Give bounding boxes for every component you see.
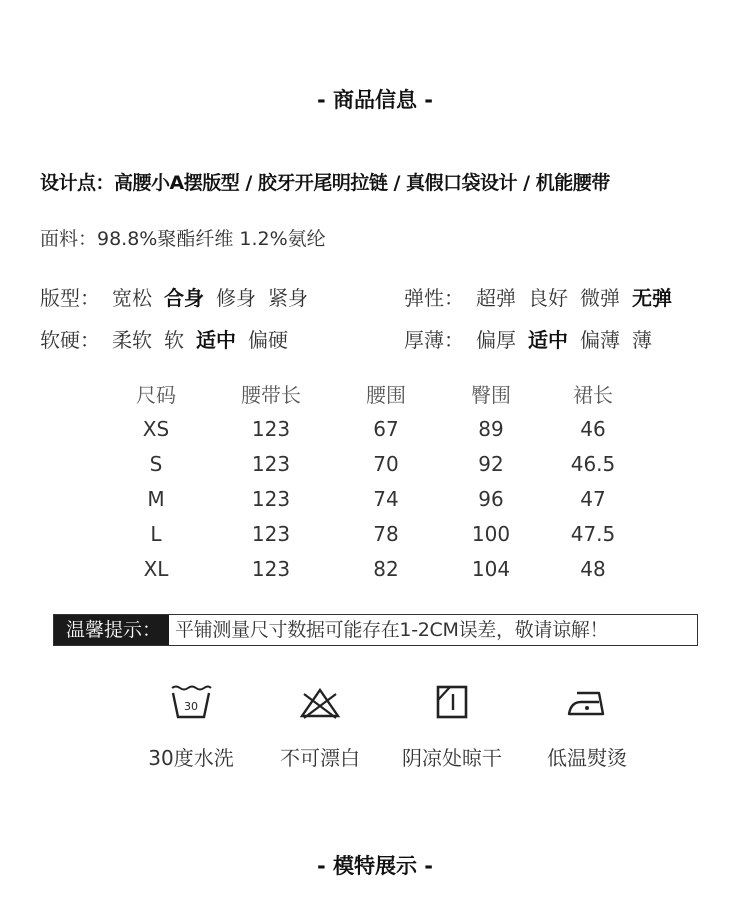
table-cell: XS xyxy=(142,416,170,441)
table-cell: 46 xyxy=(580,416,606,441)
attr-option: 宽松 xyxy=(112,286,152,310)
attr-fit xyxy=(40,282,308,311)
attr-option: 偏薄 xyxy=(580,328,620,352)
wash-temp: 30 xyxy=(184,700,198,713)
header-cell: 腰带长 xyxy=(241,382,301,407)
measurement-tip xyxy=(53,614,698,646)
header-cell: 裙长 xyxy=(573,382,613,407)
care-iron xyxy=(522,684,652,771)
header-cell: 尺码 xyxy=(136,382,176,407)
table-cell: 70 xyxy=(373,451,399,476)
table-row xyxy=(110,411,636,446)
table-row xyxy=(110,516,636,551)
care-bleach xyxy=(255,684,385,771)
table-cell: XL xyxy=(143,556,169,581)
table-cell: 104 xyxy=(471,556,511,581)
attr-option: 偏硬 xyxy=(248,328,288,352)
care-wash xyxy=(126,684,256,771)
care-label: 不可漂白 xyxy=(280,746,360,770)
table-cell: 74 xyxy=(373,486,399,511)
attr-option-selected: 无弹 xyxy=(632,286,672,310)
attr-label: 软硬： xyxy=(40,328,100,352)
table-cell: 123 xyxy=(251,521,291,546)
attr-softness xyxy=(40,324,288,353)
attr-option-selected: 适中 xyxy=(196,328,236,352)
attr-label: 厚薄： xyxy=(404,328,464,352)
table-cell: L xyxy=(150,521,162,546)
table-cell: 123 xyxy=(251,416,291,441)
table-cell: S xyxy=(149,451,163,476)
fabric-composition: 面料：98.8%聚酯纤维 1.2%氨纶 xyxy=(40,228,326,250)
care-label: 阴凉处晾干 xyxy=(402,746,502,770)
attr-elasticity xyxy=(404,282,672,311)
attr-option: 柔软 xyxy=(112,328,152,352)
design-points: 设计点：高腰小A摆版型 / 胶牙开尾明拉链 / 真假口袋设计 / 机能腰带 xyxy=(40,172,610,194)
table-cell: 67 xyxy=(373,416,399,441)
attr-option: 修身 xyxy=(216,286,256,310)
attr-thickness xyxy=(404,324,652,353)
header-cell: 臀围 xyxy=(471,382,511,407)
table-row xyxy=(110,551,636,586)
attr-label: 弹性： xyxy=(404,286,464,310)
table-cell: M xyxy=(147,486,165,511)
table-cell: 47.5 xyxy=(570,521,616,546)
model-section-title: - 模特展示 - xyxy=(316,854,434,878)
table-row xyxy=(110,481,636,516)
tip-text: 平铺测量尺寸数据可能存在1-2CM误差，敬请谅解！ xyxy=(175,619,609,641)
size-table xyxy=(110,375,636,586)
no-bleach-icon xyxy=(298,684,342,720)
table-cell: 123 xyxy=(251,556,291,581)
table-cell: 89 xyxy=(478,416,504,441)
table-cell: 78 xyxy=(373,521,399,546)
table-cell: 92 xyxy=(478,451,504,476)
table-cell: 123 xyxy=(251,486,291,511)
care-label: 低温熨烫 xyxy=(547,746,627,770)
table-row xyxy=(110,446,636,481)
attr-label: 版型： xyxy=(40,286,100,310)
table-cell: 82 xyxy=(373,556,399,581)
attr-option: 微弹 xyxy=(580,286,620,310)
wash-30-icon xyxy=(169,684,213,720)
shade-dry-icon xyxy=(430,684,474,720)
table-cell: 100 xyxy=(471,521,511,546)
table-cell: 47 xyxy=(580,486,606,511)
table-cell: 96 xyxy=(478,486,504,511)
size-table-header xyxy=(110,375,636,411)
attr-option: 超弹 xyxy=(476,286,516,310)
attr-option: 软 xyxy=(164,328,184,352)
attr-option: 紧身 xyxy=(268,286,308,310)
low-iron-icon xyxy=(565,684,609,720)
header-cell: 腰围 xyxy=(366,382,406,407)
attr-option-selected: 合身 xyxy=(164,286,204,310)
attr-option: 良好 xyxy=(528,286,568,310)
table-cell: 46.5 xyxy=(570,451,616,476)
tip-label: 温馨提示： xyxy=(54,615,169,645)
care-label: 30度水洗 xyxy=(148,746,234,770)
care-dry xyxy=(387,684,517,771)
attr-option: 偏厚 xyxy=(476,328,516,352)
info-section-title: - 商品信息 - xyxy=(316,88,434,112)
table-cell: 48 xyxy=(580,556,606,581)
table-cell: 123 xyxy=(251,451,291,476)
attr-option-selected: 适中 xyxy=(528,328,568,352)
attr-option: 薄 xyxy=(632,328,652,352)
